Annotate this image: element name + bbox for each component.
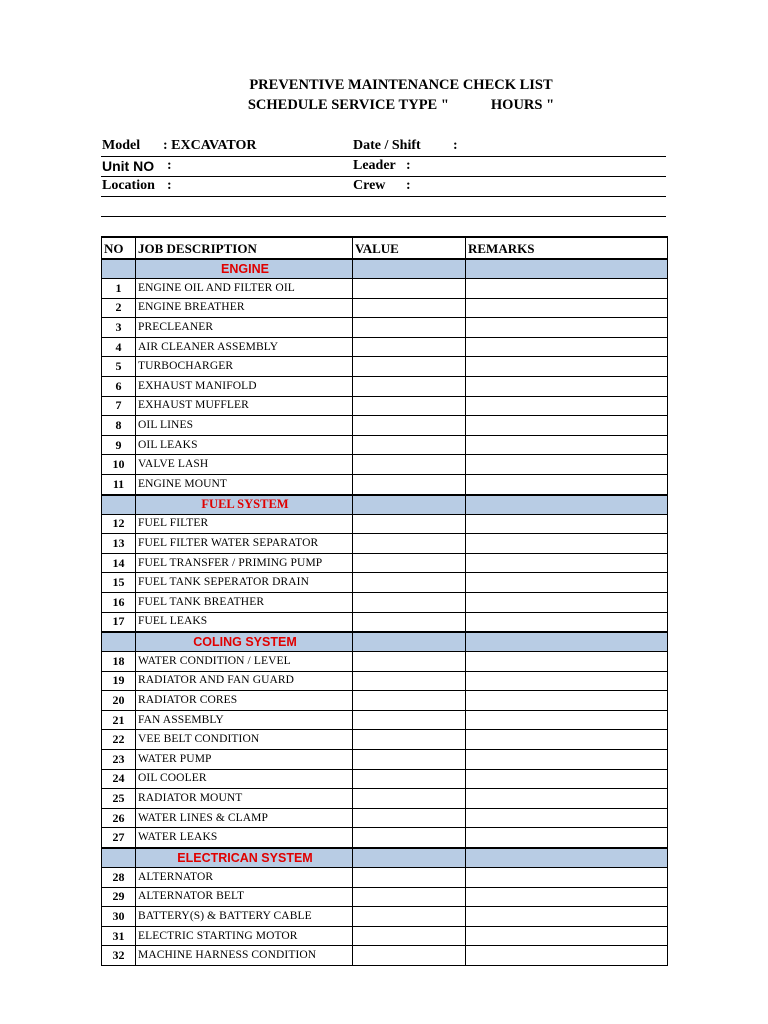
table-row [102, 769, 668, 789]
remarks-cell[interactable] [466, 730, 668, 750]
leader-colon[interactable]: : [406, 158, 411, 173]
job-description: BATTERY(S) & BATTERY CABLE [136, 907, 353, 927]
table-row [102, 868, 668, 888]
job-description: EXHAUST MUFFLER [136, 396, 353, 416]
table-row [102, 455, 668, 475]
header-rule-3 [101, 196, 666, 197]
remarks-cell[interactable] [466, 592, 668, 612]
item-number: 30 [102, 907, 136, 927]
job-description: FUEL TANK SEPERATOR DRAIN [136, 573, 353, 593]
job-description: OIL LINES [136, 416, 353, 436]
column-header-value: VALUE [353, 237, 466, 259]
table-row [102, 612, 668, 632]
value-cell[interactable] [353, 416, 466, 436]
table-row [102, 946, 668, 966]
table-row [102, 573, 668, 593]
item-number: 9 [102, 435, 136, 455]
table-row [102, 691, 668, 711]
section-row [102, 848, 668, 868]
job-description: ENGINE OIL AND FILTER OIL [136, 279, 353, 299]
job-description: ENGINE MOUNT [136, 474, 353, 494]
remarks-cell[interactable] [466, 907, 668, 927]
table-row [102, 435, 668, 455]
item-number: 1 [102, 279, 136, 299]
job-description: RADIATOR MOUNT [136, 789, 353, 809]
section-title: COLING SYSTEM [136, 632, 353, 652]
job-description: RADIATOR CORES [136, 691, 353, 711]
value-cell[interactable] [353, 691, 466, 711]
remarks-cell[interactable] [466, 514, 668, 534]
value-cell[interactable] [353, 376, 466, 396]
table-row [102, 416, 668, 436]
item-number: 15 [102, 573, 136, 593]
checklist-table [101, 236, 668, 966]
value-cell[interactable] [353, 769, 466, 789]
table-row [102, 337, 668, 357]
value-cell[interactable] [353, 926, 466, 946]
remarks-cell[interactable] [466, 357, 668, 377]
section-value-cell [353, 495, 466, 515]
table-row [102, 396, 668, 416]
item-number: 13 [102, 534, 136, 554]
item-number: 12 [102, 514, 136, 534]
remarks-cell[interactable] [466, 474, 668, 494]
value-cell[interactable] [353, 435, 466, 455]
value-cell[interactable] [353, 337, 466, 357]
section-row [102, 632, 668, 652]
crew-colon[interactable]: : [406, 178, 411, 193]
item-number: 17 [102, 612, 136, 632]
section-remarks-cell [466, 632, 668, 652]
column-header-job-description: JOB DESCRIPTION [136, 237, 353, 259]
item-number: 20 [102, 691, 136, 711]
job-description: ENGINE BREATHER [136, 298, 353, 318]
table-row [102, 514, 668, 534]
value-cell[interactable] [353, 279, 466, 299]
remarks-cell[interactable] [466, 769, 668, 789]
value-cell[interactable] [353, 808, 466, 828]
remarks-cell[interactable] [466, 376, 668, 396]
remarks-cell[interactable] [466, 612, 668, 632]
table-row [102, 887, 668, 907]
remarks-cell[interactable] [466, 808, 668, 828]
table-row [102, 652, 668, 672]
table-header-row [102, 237, 668, 259]
remarks-cell[interactable] [466, 337, 668, 357]
item-number: 6 [102, 376, 136, 396]
item-number: 19 [102, 671, 136, 691]
value-cell[interactable] [353, 455, 466, 475]
job-description: ELECTRIC STARTING MOTOR [136, 926, 353, 946]
remarks-cell[interactable] [466, 946, 668, 966]
page-title: PREVENTIVE MAINTENANCE CHECK LIST [249, 77, 553, 93]
item-number: 5 [102, 357, 136, 377]
job-description: FUEL FILTER [136, 514, 353, 534]
item-number: 32 [102, 946, 136, 966]
model-label: Model [102, 138, 141, 153]
job-description: TURBOCHARGER [136, 357, 353, 377]
subtitle-left: SCHEDULE SERVICE TYPE " [247, 97, 449, 113]
header-rule-4 [101, 216, 666, 217]
section-value-cell [353, 848, 466, 868]
value-cell[interactable] [353, 318, 466, 338]
value-cell[interactable] [353, 946, 466, 966]
value-cell[interactable] [353, 474, 466, 494]
job-description: WATER LEAKS [136, 828, 353, 848]
value-cell[interactable] [353, 652, 466, 672]
value-cell[interactable] [353, 887, 466, 907]
section-remarks-cell [466, 848, 668, 868]
job-description: FUEL TRANSFER / PRIMING PUMP [136, 553, 353, 573]
table-row [102, 907, 668, 927]
section-no-cell [102, 259, 136, 279]
model-value[interactable]: : EXCAVATOR [163, 138, 257, 153]
value-cell[interactable] [353, 592, 466, 612]
leader-label: Leader [353, 158, 396, 173]
table-row [102, 534, 668, 554]
column-header-remarks: REMARKS [466, 237, 668, 259]
item-number: 16 [102, 592, 136, 612]
value-cell[interactable] [353, 612, 466, 632]
job-description: FUEL LEAKS [136, 612, 353, 632]
table-row [102, 671, 668, 691]
item-number: 8 [102, 416, 136, 436]
value-cell[interactable] [353, 357, 466, 377]
table-row [102, 553, 668, 573]
table-row [102, 279, 668, 299]
value-cell[interactable] [353, 396, 466, 416]
remarks-cell[interactable] [466, 573, 668, 593]
section-remarks-cell [466, 259, 668, 279]
remarks-cell[interactable] [466, 789, 668, 809]
remarks-cell[interactable] [466, 671, 668, 691]
job-description: AIR CLEANER ASSEMBLY [136, 337, 353, 357]
item-number: 26 [102, 808, 136, 828]
unit-label: Unit NO [102, 158, 155, 174]
item-number: 2 [102, 298, 136, 318]
item-number: 11 [102, 474, 136, 494]
value-cell[interactable] [353, 750, 466, 770]
item-number: 21 [102, 710, 136, 730]
table-row [102, 474, 668, 494]
value-cell[interactable] [353, 789, 466, 809]
value-cell[interactable] [353, 868, 466, 888]
section-remarks-cell [466, 495, 668, 515]
job-description: OIL COOLER [136, 769, 353, 789]
subtitle-right: HOURS " [490, 97, 555, 113]
item-number: 23 [102, 750, 136, 770]
remarks-cell[interactable] [466, 750, 668, 770]
remarks-cell[interactable] [466, 553, 668, 573]
job-description: EXHAUST MANIFOLD [136, 376, 353, 396]
table-row [102, 789, 668, 809]
remarks-cell[interactable] [466, 298, 668, 318]
remarks-cell[interactable] [466, 926, 668, 946]
page-subtitle [0, 97, 768, 114]
remarks-cell[interactable] [466, 868, 668, 888]
table-row [102, 710, 668, 730]
remarks-cell[interactable] [466, 828, 668, 848]
crew-label: Crew [353, 178, 386, 193]
table-row [102, 750, 668, 770]
remarks-cell[interactable] [466, 396, 668, 416]
item-number: 31 [102, 926, 136, 946]
job-description: VALVE LASH [136, 455, 353, 475]
section-value-cell [353, 259, 466, 279]
table-row [102, 298, 668, 318]
job-description: WATER CONDITION / LEVEL [136, 652, 353, 672]
section-title: FUEL SYSTEM [136, 495, 353, 515]
table-row [102, 926, 668, 946]
value-cell[interactable] [353, 534, 466, 554]
remarks-cell[interactable] [466, 887, 668, 907]
item-number: 24 [102, 769, 136, 789]
job-description: WATER LINES & CLAMP [136, 808, 353, 828]
section-title: ELECTRICAN SYSTEM [136, 848, 353, 868]
table-row [102, 318, 668, 338]
value-cell[interactable] [353, 710, 466, 730]
section-no-cell [102, 495, 136, 515]
remarks-cell[interactable] [466, 279, 668, 299]
section-row [102, 495, 668, 515]
checklist-body [102, 237, 668, 966]
job-description: ALTERNATOR BELT [136, 887, 353, 907]
remarks-cell[interactable] [466, 435, 668, 455]
job-description: ALTERNATOR [136, 868, 353, 888]
remarks-cell[interactable] [466, 534, 668, 554]
job-description: RADIATOR AND FAN GUARD [136, 671, 353, 691]
section-value-cell [353, 632, 466, 652]
item-number: 22 [102, 730, 136, 750]
item-number: 10 [102, 455, 136, 475]
section-no-cell [102, 632, 136, 652]
location-colon[interactable]: : [167, 178, 172, 193]
value-cell[interactable] [353, 573, 466, 593]
section-title: ENGINE [136, 259, 353, 279]
remarks-cell[interactable] [466, 652, 668, 672]
item-number: 29 [102, 887, 136, 907]
table-row [102, 357, 668, 377]
remarks-cell[interactable] [466, 710, 668, 730]
remarks-cell[interactable] [466, 318, 668, 338]
column-header-no: NO [102, 237, 136, 259]
job-description: MACHINE HARNESS CONDITION [136, 946, 353, 966]
job-description: OIL LEAKS [136, 435, 353, 455]
unit-colon[interactable]: : [167, 158, 172, 173]
section-no-cell [102, 848, 136, 868]
value-cell[interactable] [353, 671, 466, 691]
item-number: 3 [102, 318, 136, 338]
job-description: FUEL TANK BREATHER [136, 592, 353, 612]
table-row [102, 592, 668, 612]
table-row [102, 376, 668, 396]
header-rule-2 [101, 176, 666, 177]
table-row [102, 808, 668, 828]
item-number: 25 [102, 789, 136, 809]
job-description: WATER PUMP [136, 750, 353, 770]
value-cell[interactable] [353, 298, 466, 318]
remarks-cell[interactable] [466, 416, 668, 436]
job-description: FUEL FILTER WATER SEPARATOR [136, 534, 353, 554]
table-row [102, 730, 668, 750]
job-description: PRECLEANER [136, 318, 353, 338]
value-cell[interactable] [353, 730, 466, 750]
item-number: 4 [102, 337, 136, 357]
item-number: 14 [102, 553, 136, 573]
location-label: Location [102, 178, 155, 193]
date-shift-colon[interactable]: : [453, 138, 458, 153]
item-number: 7 [102, 396, 136, 416]
value-cell[interactable] [353, 828, 466, 848]
item-number: 28 [102, 868, 136, 888]
value-cell[interactable] [353, 514, 466, 534]
item-number: 18 [102, 652, 136, 672]
date-shift-label: Date / Shift [353, 138, 421, 153]
job-description: VEE BELT CONDITION [136, 730, 353, 750]
header-rule-1 [101, 156, 666, 157]
remarks-cell[interactable] [466, 455, 668, 475]
section-row [102, 259, 668, 279]
table-row [102, 828, 668, 848]
value-cell[interactable] [353, 553, 466, 573]
job-description: FAN ASSEMBLY [136, 710, 353, 730]
item-number: 27 [102, 828, 136, 848]
value-cell[interactable] [353, 907, 466, 927]
remarks-cell[interactable] [466, 691, 668, 711]
